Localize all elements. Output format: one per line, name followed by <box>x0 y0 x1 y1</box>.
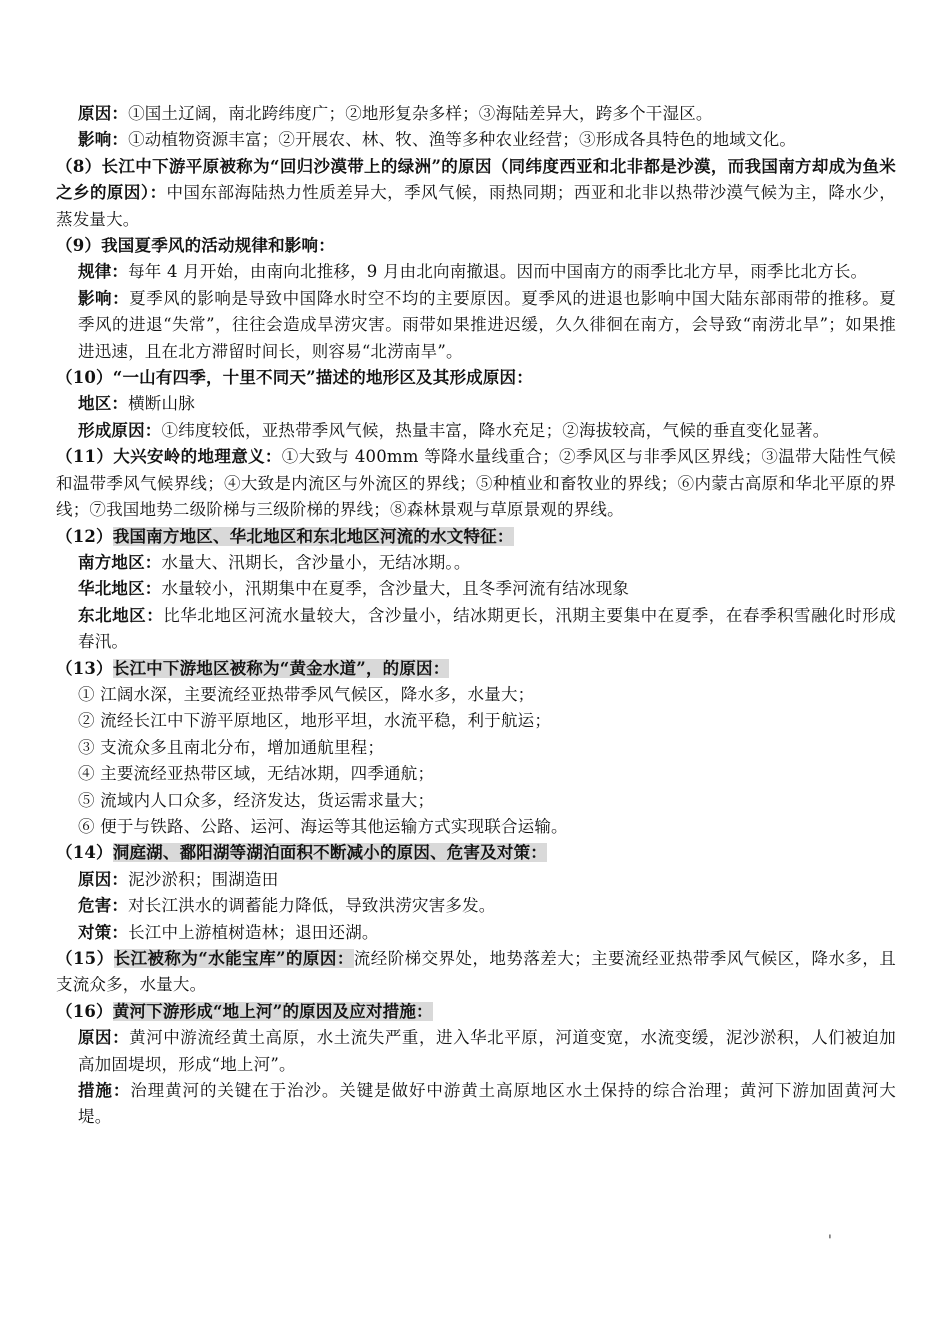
section-12-northeast <box>56 603 896 656</box>
section-10-region <box>56 391 896 417</box>
section-9-rule-label: 规律： <box>78 262 129 282</box>
section-14-heading <box>56 840 896 866</box>
section-16-measure-text: 治理黄河的关键在于治沙。关键是做好中游黄土高原地区水土保持的综合治理；黄河下游加固黄河大堤。 <box>78 1081 896 1127</box>
label-impact: 影响： <box>78 130 129 150</box>
section-9-heading <box>56 233 896 259</box>
section-10-region-label: 地区： <box>78 394 129 414</box>
section-12-northeast-label: 东北地区： <box>78 605 164 625</box>
footer-mark: ' <box>828 1233 832 1249</box>
section-10-heading <box>56 365 896 391</box>
section-9-impact <box>56 286 896 365</box>
section-14-harm <box>56 893 896 919</box>
section-16-heading <box>56 999 896 1025</box>
section-9-rule-text: 每年 4 月开始，由南向北推移，9 月由北向南撤退。因而中国南方的雨季比北方早，雨季比北方长。 <box>128 262 868 282</box>
list-item: ② 流经长江中下游平原地区，地形平坦，水流平稳，利于航运； <box>78 711 552 731</box>
section-14-cause-label: 原因： <box>78 869 129 889</box>
section-14-measure-text: 长江中上游植树造林；退田还湖。 <box>128 922 379 942</box>
label-cause: 原因： <box>78 104 129 123</box>
section-10-title: “一山有四季，十里不同天”描述的地形区及其形成原因： <box>112 368 533 388</box>
section-9-number: （9） <box>56 236 102 256</box>
section-9-impact-label: 影响： <box>78 288 130 308</box>
section-9-rule <box>56 259 896 285</box>
section-16-measure-label: 措施： <box>78 1081 131 1101</box>
section-11 <box>56 444 896 523</box>
section-14-harm-text: 对长江洪水的调蓄能力降低，导致洪涝灾害多发。 <box>128 896 496 916</box>
section-14-harm-label: 危害： <box>78 896 129 916</box>
section-10-cause-label: 形成原因： <box>78 420 162 440</box>
section-15-title: 长江被称为“水能宝库”的原因： <box>113 949 354 968</box>
section-12-south <box>56 550 896 576</box>
section-15-number: （15） <box>56 949 114 968</box>
section-12-heading <box>56 524 896 550</box>
section-16-number: （16） <box>56 1001 113 1021</box>
section-13-title: 长江中下游地区被称为“黄金水道”，的原因： <box>112 658 450 678</box>
section-16-title: 黄河下游形成“地上河”的原因及应对措施： <box>112 1001 433 1021</box>
section-12-northeast-text: 比华北地区河流水量较大，含沙量小，结冰期更长，汛期主要集中在夏季，在春季积雪融化时形成春汛。 <box>78 605 896 652</box>
section-9-impact-text: 夏季风的影响是导致中国降水时空不均的主要原因。夏季风的进退也影响中国大陆东部雨带的推移。夏季风的进退“失常”，往往会造成旱涝灾害。雨带如果推进迟缓，久久徘徊在南方，会导致“南涝北旱”；如果推进迅速，且在北方滞留时间长，则容易“北涝南旱”。 <box>78 288 897 361</box>
section-12-south-text: 水量大、汛期长，含沙量小，无结冰期。。 <box>161 552 471 572</box>
section-12-north-label: 华北地区： <box>78 579 162 599</box>
section-9-title: 我国夏季风的活动规律和影响： <box>101 236 335 256</box>
section-16-cause <box>56 1025 896 1078</box>
paragraph-impact <box>56 127 896 153</box>
list-item: ① 江阔水深，主要流经亚热带季风气候区，降水多，水量大； <box>78 684 535 704</box>
list-item: ⑤ 流域内人口众多，经济发达，货运需求量大； <box>78 790 435 810</box>
section-11-number: （11） <box>56 447 114 467</box>
text-impact: ①动植物资源丰富；②开展农、林、牧、渔等多种农业经营；③形成各具特色的地域文化。 <box>128 130 797 150</box>
section-12-title: 我国南方地区、华北地区和东北地区河流的水文特征： <box>112 526 514 546</box>
section-12-north <box>56 576 896 602</box>
section-14-cause <box>56 867 896 893</box>
document-body <box>56 101 896 1131</box>
paragraph-cause <box>56 101 896 127</box>
section-14-cause-text: 泥沙淤积；围湖造田 <box>128 869 279 889</box>
list-item: ④ 主要流经亚热带区域，无结冰期，四季通航； <box>78 764 435 784</box>
section-8 <box>56 154 896 233</box>
section-13-number: （13） <box>56 658 113 678</box>
section-10-cause <box>56 418 896 444</box>
list-item: ⑥ 便于与铁路、公路、运河、海运等其他运输方式实现联合运输。 <box>78 816 568 836</box>
section-12-number: （12） <box>56 526 113 546</box>
section-14-measure <box>56 920 896 946</box>
section-10-region-text: 横断山脉 <box>128 394 195 414</box>
section-11-text: ①大致与 400mm 等降水量线重合；②季风区与非季风区界线；③温带大陆性气候和温带季风气候界线；④大致是内流区与外流区的界线；⑤种植业和畜牧业的界线；⑥内蒙古高原和华北平原的界线；⑦我国地势二级阶梯与三级阶梯的界线；⑧森林景观与草原景观的界线。 <box>56 447 897 520</box>
section-13-heading <box>56 656 896 682</box>
list-item: ③ 支流众多且南北分布，增加通航里程； <box>78 737 385 757</box>
section-14-measure-label: 对策： <box>78 922 129 942</box>
section-8-title: 长江中下游平原被称为“回归沙漠带上的绿洲”的原因（同纬度西亚和北非都是沙漠，而我国南方却成为鱼米之乡的原因）： <box>56 156 896 203</box>
section-15-text: 流经阶梯交界处，地势落差大；主要流经亚热带季风气候区，降水多，且支流众多，水量大。 <box>56 949 897 995</box>
section-14-title: 洞庭湖、鄱阳湖等湖泊面积不断减小的原因、危害及对策： <box>112 843 547 863</box>
section-8-number: （8） <box>56 156 102 176</box>
section-14-number: （14） <box>56 843 113 863</box>
section-10-cause-text: ①纬度较低，亚热带季风气候，热量丰富，降水充足；②海拔较高，气候的垂直变化显著。 <box>161 420 830 440</box>
section-10-number: （10） <box>56 368 113 388</box>
section-12-north-text: 水量较小，汛期集中在夏季，含沙量大，且冬季河流有结冰现象 <box>161 579 630 599</box>
section-16-cause-label: 原因： <box>78 1028 130 1048</box>
section-11-title: 大兴安岭的地理意义： <box>113 447 282 467</box>
text-cause: ①国土辽阔，南北跨纬度广；②地形复杂多样；③海陆差异大，跨多个干湿区。 <box>128 104 713 123</box>
section-15 <box>56 946 896 999</box>
section-12-south-label: 南方地区： <box>78 552 162 572</box>
section-8-text: 中国东部海陆热力性质差异大，季风气候，雨热同期；西亚和北非以热带沙漠气候为主，降水少，蒸发量大。 <box>56 183 896 229</box>
section-16-measure <box>56 1078 896 1131</box>
section-16-cause-text: 黄河中游流经黄土高原，水土流失严重，进入华北平原，河道变宽，水流变缓，泥沙淤积，人们被迫加高加固堤坝，形成“地上河”。 <box>78 1028 897 1074</box>
